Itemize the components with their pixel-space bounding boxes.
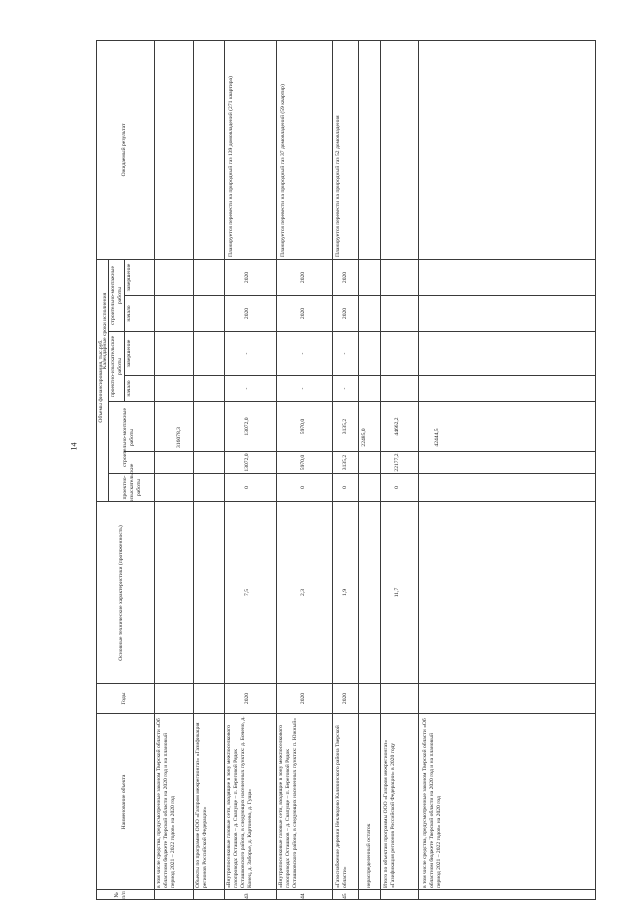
row-2-design-start: -: [244, 387, 250, 390]
row-6-fin-construction: 22177,2: [394, 453, 400, 472]
header-design-end: завершение: [126, 339, 132, 368]
row-2-constr-start: 2020: [244, 307, 250, 320]
row-3-constr-end: 2020: [300, 271, 306, 284]
row-3-design-end: -: [300, 352, 306, 355]
row-5-fin-total: 22485,0: [361, 428, 367, 447]
row-7-fin-total: 42444,5: [434, 428, 440, 447]
header-design-start: начало: [126, 380, 132, 397]
row-4-design-end: -: [342, 352, 348, 355]
row-7-name: в том числе средства, предусмотренные законом Тверской области «Об областном бюджете Тверской области на 2020 год и на плановый период 2021 – 2022 годов» на 2020 год: [422, 718, 442, 888]
row-3-fin-construction: 5970,0: [300, 454, 306, 471]
header-finance: Объемы финансирования, тыс.руб.: [98, 339, 104, 423]
header-finance-construction: строительно-монтажные работы: [122, 408, 135, 467]
row-2-fin-design: 0: [244, 486, 250, 489]
row-4-num: 45: [342, 893, 348, 899]
row-3-name: «Внутрипоселковые газовые сети, входящие в зону межпоселкового газопровода: Осташков – д. Свапуще – п. Береговой Рядок Осташковского района, в следующих населенных пунктах: п. Южный»: [278, 717, 298, 888]
row-3-fin-design: 0: [300, 486, 306, 489]
row-2-tech: 7,5: [244, 589, 250, 596]
header-calendar: Календарные сроки исполнения: [102, 292, 108, 370]
row-4-fin-construction: 3135,2: [342, 454, 348, 471]
row-4-fin-design: 0: [342, 486, 348, 489]
row-6-fin-total: 44662,2: [394, 417, 400, 436]
header-cal-design: проектно-изыскательские работы: [110, 335, 123, 398]
row-3-constr-start: 2020: [300, 307, 306, 320]
row-0-fin-total: 316078,3: [176, 427, 182, 448]
row-2-name: «Внутрипоселковые газовые сети, входящие в зону межпоселкового газопровода: Осташков – д. Свапуще – п. Береговой Рядок Осташковского района, в следующих населенных пунктах: д. Бочено, д. Конец, д. Заборье, д. Картонево, д. Гуща»: [226, 716, 253, 888]
header-constr-end: завершение: [126, 263, 132, 292]
header-num: № п/п: [114, 891, 127, 899]
header-tech: Основные технические характеристики (протяженность): [118, 525, 124, 661]
row-2-fin-construction: 13072,0: [244, 453, 250, 472]
row-5-name: нераспределенный остаток: [366, 823, 372, 888]
row-3-fin-total: 5970,0: [300, 418, 306, 435]
row-2-num: 43: [244, 893, 250, 899]
row-3-num: 44: [300, 893, 306, 899]
row-4-constr-end: 2020: [342, 271, 348, 284]
header-years: Годы: [121, 692, 127, 705]
header-name: Наименование объекта: [121, 774, 127, 830]
row-4-design-start: -: [342, 387, 348, 390]
row-3-result: Планируется перевести на природный газ 37 домовладений (59 квартир): [280, 84, 286, 257]
row-6-name: Итого по объектам программы ООО «Газпром межрегионгаз» «Газификация регионов Российской Федерации» в 2020 году: [383, 739, 396, 888]
row-2-design-end: -: [244, 352, 250, 355]
row-2-fin-total: 13072,0: [244, 417, 250, 436]
row-6-fin-design: 0: [394, 486, 400, 489]
rotated-page: [96, 40, 596, 900]
header-cal-construction: строительно-монтажные работы: [110, 266, 123, 325]
page-number: 14: [69, 442, 79, 451]
header-result: Ожидаемый результат: [121, 123, 127, 177]
row-4-fin-total: 3135,2: [342, 418, 348, 435]
row-3-design-start: -: [300, 387, 306, 390]
row-3-year: 2020: [300, 692, 306, 705]
header-finance-design: проектно-изыскательские работы: [122, 463, 142, 501]
row-3-tech: 2,3: [300, 589, 306, 596]
row-4-year: 2020: [342, 692, 348, 705]
row-1-name: Объекты по программе ООО «Газпром межрегионгаз» «Газификация регионов Российской Федерации»: [195, 722, 208, 888]
row-6-tech: 11,7: [394, 587, 400, 598]
header-constr-start: начало: [126, 305, 132, 322]
row-4-tech: 1,9: [342, 589, 348, 596]
row-2-result: Планируется перевести на природный газ 139 домовладений (271 квартира): [228, 76, 234, 257]
row-0-name: в том числе средства, предусмотренные законом Тверской области «Об областном бюджете Тверской области на 2020 год и на плановый период 2021 – 2022 годов» на 2020 год: [156, 718, 176, 888]
row-4-result: Планируется перевести на природный газ 52 домовладения: [335, 115, 341, 257]
investment-table: [96, 40, 596, 900]
row-2-year: 2020: [244, 692, 250, 705]
row-4-constr-start: 2020: [342, 307, 348, 320]
row-4-name: «Газоснабжение деревни Неклюдово Калязинского района Тверской области»: [335, 725, 348, 888]
row-2-constr-end: 2020: [244, 271, 250, 284]
